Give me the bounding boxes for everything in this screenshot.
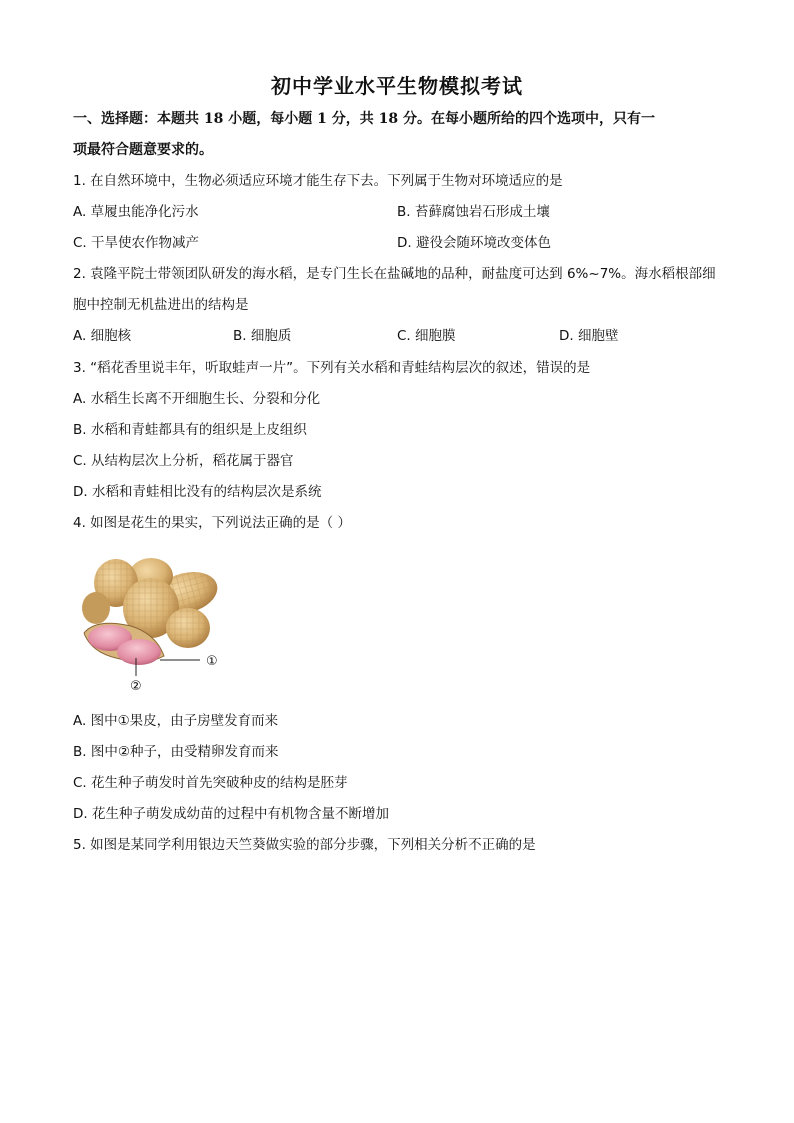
q4-option-a: A. 图中①果皮，由子房壁发育而来: [73, 713, 279, 729]
q3-option-a: A. 水稻生长离不开细胞生长、分裂和分化: [73, 391, 321, 407]
q2-option-d: D. 细胞壁: [559, 328, 619, 344]
q3-option-c: C. 从结构层次上分析，稻花属于器官: [73, 453, 294, 469]
q4-option-b: B. 图中②种子，由受精卵发育而来: [73, 744, 279, 760]
label-1: ①: [206, 654, 218, 669]
label-2: ②: [130, 679, 142, 694]
q1-option-a: A. 草履虫能净化污水: [73, 204, 199, 220]
q4-stem: 4. 如图是花生的果实，下列说法正确的是（ ）: [73, 515, 351, 531]
q2-option-b: B. 细胞质: [233, 328, 292, 344]
q1-option-d: D. 避役会随环境改变体色: [397, 235, 551, 251]
section-heading-line1: 一、选择题：本题共 18 小题，每小题 1 分，共 18 分。在每小题所给的四个选项中，只有一: [73, 111, 655, 127]
peanut-seed-2: [117, 639, 161, 665]
peanut-fruit-figure: [76, 548, 246, 696]
q2-option-c: C. 细胞膜: [397, 328, 456, 344]
q3-option-d: D. 水稻和青蛙相比没有的结构层次是系统: [73, 484, 322, 500]
q4-option-c: C. 花生种子萌发时首先突破种皮的结构是胚芽: [73, 775, 348, 791]
q1-stem: 1. 在自然环境中，生物必须适应环境才能生存下去。下列属于生物对环境适应的是: [73, 173, 563, 189]
q2-stem-line2: 胞中控制无机盐进出的结构是: [73, 297, 249, 313]
q3-stem: 3. “稻花香里说丰年，听取蛙声一片”。下列有关水稻和青蛙结构层次的叙述，错误的是: [73, 360, 591, 376]
q4-option-d: D. 花生种子萌发成幼苗的过程中有机物含量不断增加: [73, 806, 389, 822]
exam-title: 初中学业水平生物模拟考试: [271, 74, 523, 98]
q5-stem: 5. 如图是某同学利用银边天竺葵做实验的部分步骤，下列相关分析不正确的是: [73, 837, 536, 853]
q2-stem-line1: 2. 袁隆平院士带领团队研发的海水稻，是专门生长在盐碱地的品种，耐盐度可达到 6%~7%。海水稻根部细: [73, 266, 716, 282]
section-heading-line2: 项最符合题意要求的。: [73, 142, 213, 158]
q1-option-b: B. 苔藓腐蚀岩石形成土壤: [397, 204, 550, 220]
q3-option-b: B. 水稻和青蛙都具有的组织是上皮组织: [73, 422, 307, 438]
q1-option-c: C. 干旱使农作物减产: [73, 235, 200, 251]
q2-option-a: A. 细胞核: [73, 328, 132, 344]
